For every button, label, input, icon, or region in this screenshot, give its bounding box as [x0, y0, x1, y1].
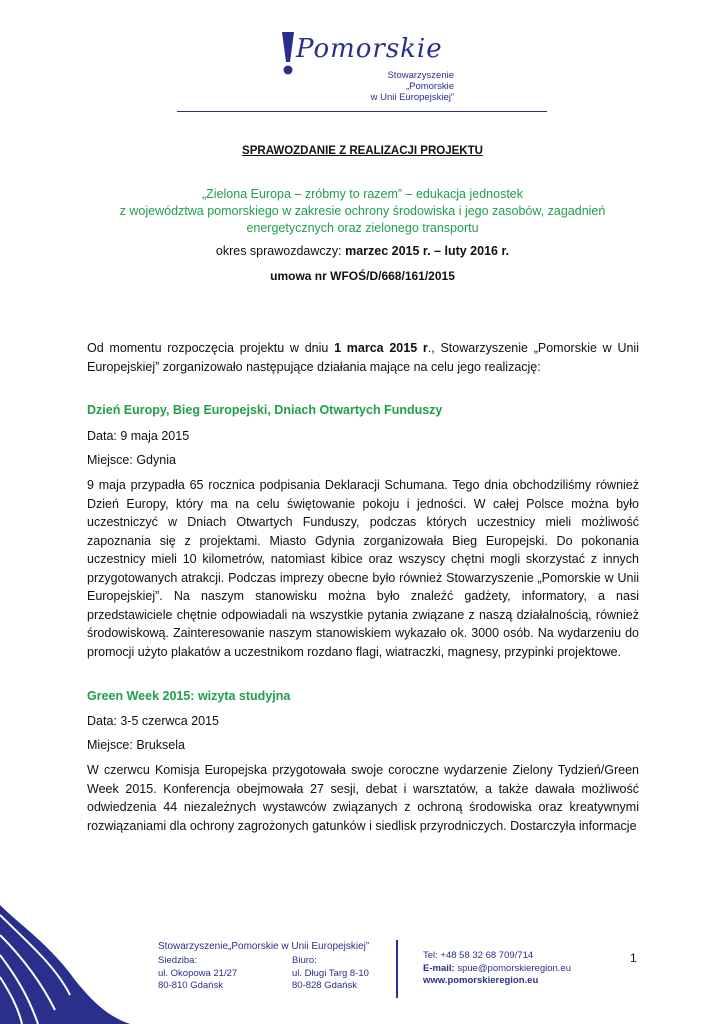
footer-office: Biuro: ul. Długi Targ 8-10 80-828 Gdańsk — [292, 955, 369, 991]
section-2-date: Data: 3-5 czerwca 2015 — [87, 714, 220, 728]
section-1-place: Miejsce: Gdynia — [87, 453, 176, 467]
section-1-date: Data: 9 maja 2015 — [87, 429, 190, 443]
footer-seat: Siedziba: ul. Okopowa 21/27 80-810 Gdańsk — [158, 955, 238, 991]
logo-exclamation-icon — [278, 30, 298, 76]
project-title-line-3: energetycznych oraz zielonego transportu — [246, 221, 479, 235]
reporting-period — [0, 244, 725, 258]
period-label: okres sprawozdawczy: — [215, 244, 346, 258]
intro-date: 1 marca 2015 r — [334, 341, 428, 355]
logo-subtitle: Stowarzyszenie „Pomorskie w Unii Europejskiej” — [370, 70, 454, 103]
footer-email-label: E-mail: — [423, 962, 458, 974]
page-number: 1 — [630, 951, 637, 965]
section-1-body: 9 maja przypadła 65 rocznica podpisania Deklaracji Schumana. Tego dnia obchodziliśmy również Dzień Europy, który ma na celu świętowanie pokoju i jedności. W całej Polsce można było uczestniczyć w Dniach Otwartych Funduszy, podczas których uczestnicy mieli możliwość zapoznania się z projektami. Miasto Gdynia zorganizowała Bieg Europejski. Do pokonania uczestnicy mieli 10 kilometrów, natomiast kibice oraz wszyscy chętni mogli skorzystać z innych przygotowanych atrakcji. Podczas imprezy obecne było również Stowarzyszenie „Pomorskie w Unii Europejskiej”. Na naszym stanowisku można było znaleźć gadżety, informatory, a nasi przedstawiciele chętnie odpowiadali na wszystkie pytania związane z naszą działalnością, również środowiskową. Zainteresowanie naszym stanowiskiem wykazało ok. 3000 osób. Na wydarzeniu do promocji użyto plakatów a uczestnikom rozdano flagi, wiatraczki, magnesy, przypinki projektowe. — [87, 478, 639, 659]
section-2-place: Miejsce: Bruksela — [87, 738, 185, 752]
footer-organization: Stowarzyszenie„Pomorskie w Unii Europejskiej” — [158, 941, 370, 952]
contract-number: umowa nr WFOŚ/D/668/161/2015 — [270, 269, 455, 283]
footer-email-link[interactable]: spue@pomorskieregion.eu — [457, 962, 571, 974]
footer-phone: Tel: +48 58 32 68 709/714 — [423, 950, 534, 961]
footer-website-link[interactable]: www.pomorskieregion.eu — [423, 975, 539, 986]
project-title-line-2: z województwa pomorskiego w zakresie ochrony środowiska i jego zasobów, zagadnień — [119, 204, 606, 218]
period-value: marzec 2015 r. – luty 2016 r. — [345, 244, 510, 258]
section-1-heading: Dzień Europy, Bieg Europejski, Dniach Otwartych Funduszy — [87, 403, 443, 417]
header-divider — [177, 111, 547, 112]
footer-contact — [423, 950, 571, 988]
footer-divider — [396, 940, 398, 998]
section-2-body: W czerwcu Komisja Europejska przygotowała swoje coroczne wydarzenie Zielony Tydzień/Green Week 2015. Konferencja obejmowała 27 sesji, debat i warsztatów, a także dawała możliwość odwiedzenia 44 niezależnych wystawców związanych z ochroną środowiska oraz kreatywnymi rozwiązaniami dla ochrony zagrożonych gatunków i siedlisk przyrodniczych. Dostarczyła informacje — [87, 763, 639, 833]
intro-paragraph: Od momentu rozpoczęcia projektu w dniu 1 marca 2015 r., Stowarzyszenie „Pomorskie w Unii Europejskiej” zorganizowało następujące działania mające na celu jego realizację: — [87, 341, 639, 374]
logo-wordmark: Pomorskie — [296, 34, 443, 64]
section-2-heading: Green Week 2015: wizyta studyjna — [87, 689, 291, 703]
footer-wave-decoration — [0, 905, 130, 1024]
project-title-line-1: „Zielona Europa – zróbmy to razem” – edukacja jednostek — [202, 187, 523, 201]
document-title: SPRAWOZDANIE Z REALIZACJI PROJEKTU — [242, 145, 483, 157]
